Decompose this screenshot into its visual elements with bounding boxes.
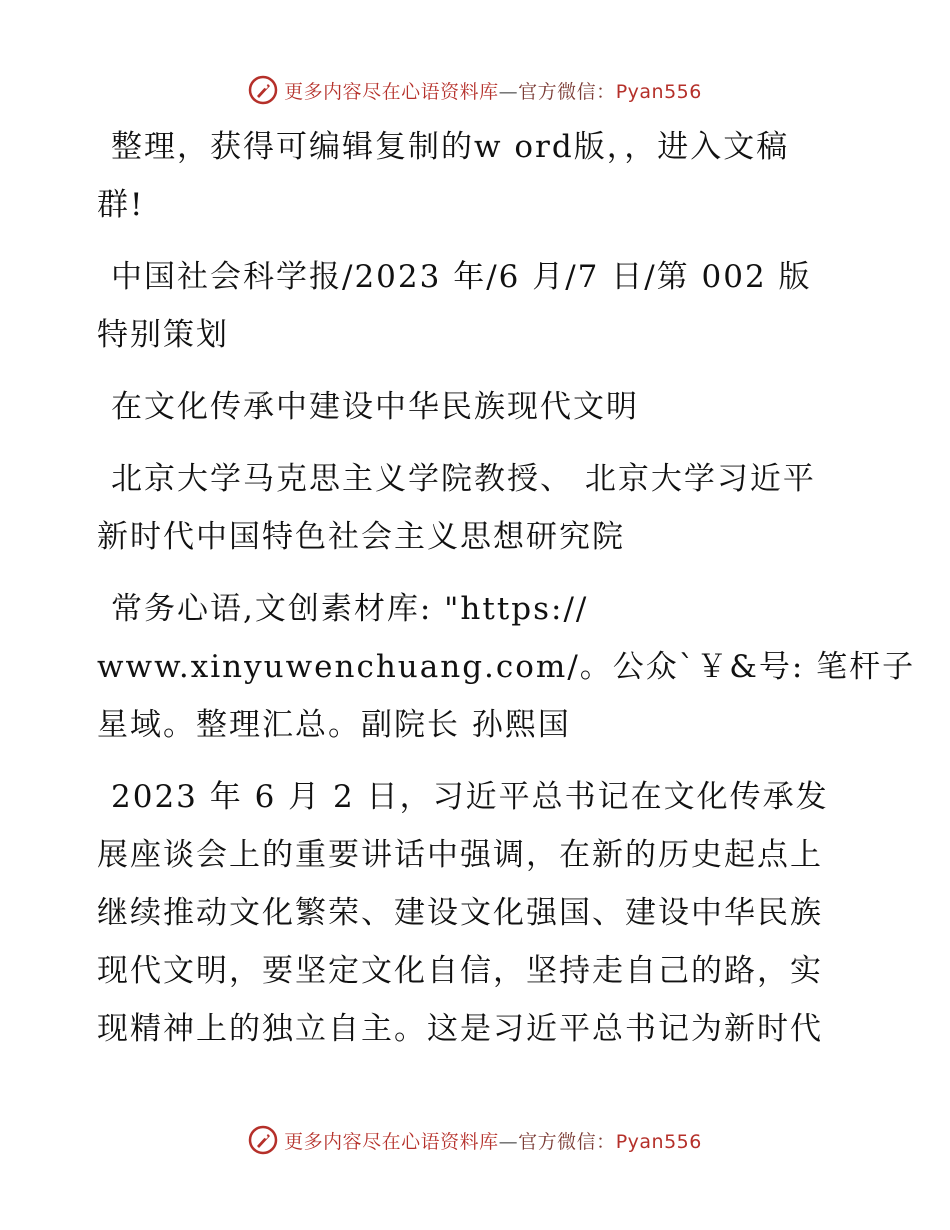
banner-site-text: 更多内容尽在心语资料库 <box>284 80 499 103</box>
footer-banner <box>0 1120 950 1160</box>
text-line: www.xinyuwenchuang.com/。公众`￥&号: 笔杆子 <box>97 649 916 685</box>
pen-nib-circle-icon <box>248 1125 278 1155</box>
pen-nib-circle-icon <box>248 75 278 105</box>
text-line: 整理，获得可编辑复制的w ord版，，进入文稿 <box>111 129 790 165</box>
text-line: 继续推动文化繁荣、建设文化强国、建设中华民族 <box>97 895 823 931</box>
text-line: 常务心语,文创素材库: "https:// <box>111 591 589 627</box>
banner-dash: — <box>498 1130 519 1153</box>
banner-label: 官方微信： <box>518 1130 616 1153</box>
text-line: 中国社会科学报/2023 年/6 月/7 日/第 002 版 <box>111 259 812 295</box>
text-line: 2023 年 6 月 2 日，习近平总书记在文化传承发 <box>111 779 829 815</box>
text-line: 现精神上的独立自主。这是习近平总书记为新时代 <box>97 1011 823 1047</box>
paragraph-source <box>97 248 853 364</box>
article-title <box>97 378 853 436</box>
banner-wechat-id: Pyan556 <box>615 1130 702 1153</box>
header-banner <box>0 70 950 110</box>
text-line: 现代文明，要坚定文化自信，坚持走自己的路，实 <box>97 953 823 989</box>
paragraph-1 <box>97 118 853 234</box>
text-line: 北京大学马克思主义学院教授、 北京大学习近平 <box>111 461 816 497</box>
text-line: 新时代中国特色社会主义思想研究院 <box>97 519 625 555</box>
banner-label: 官方微信： <box>518 80 616 103</box>
banner-dash: — <box>498 80 519 103</box>
text-line: 特别策划 <box>97 317 229 353</box>
banner-text <box>284 1127 702 1154</box>
text-line: 在文化传承中建设中华民族现代文明 <box>111 389 639 425</box>
text-line: 星域。整理汇总。副院长 孙熙国 <box>97 707 571 743</box>
body-paragraph <box>97 768 853 1058</box>
text-line: 展座谈会上的重要讲话中强调，在新的历史起点上 <box>97 837 823 873</box>
banner-text <box>284 77 702 104</box>
banner-wechat-id: Pyan556 <box>615 80 702 103</box>
author-paragraph <box>97 580 916 754</box>
text-line: 群! <box>97 187 145 223</box>
author-affiliation <box>97 450 853 566</box>
banner-site-text: 更多内容尽在心语资料库 <box>284 1130 499 1153</box>
document-body <box>97 118 916 1072</box>
